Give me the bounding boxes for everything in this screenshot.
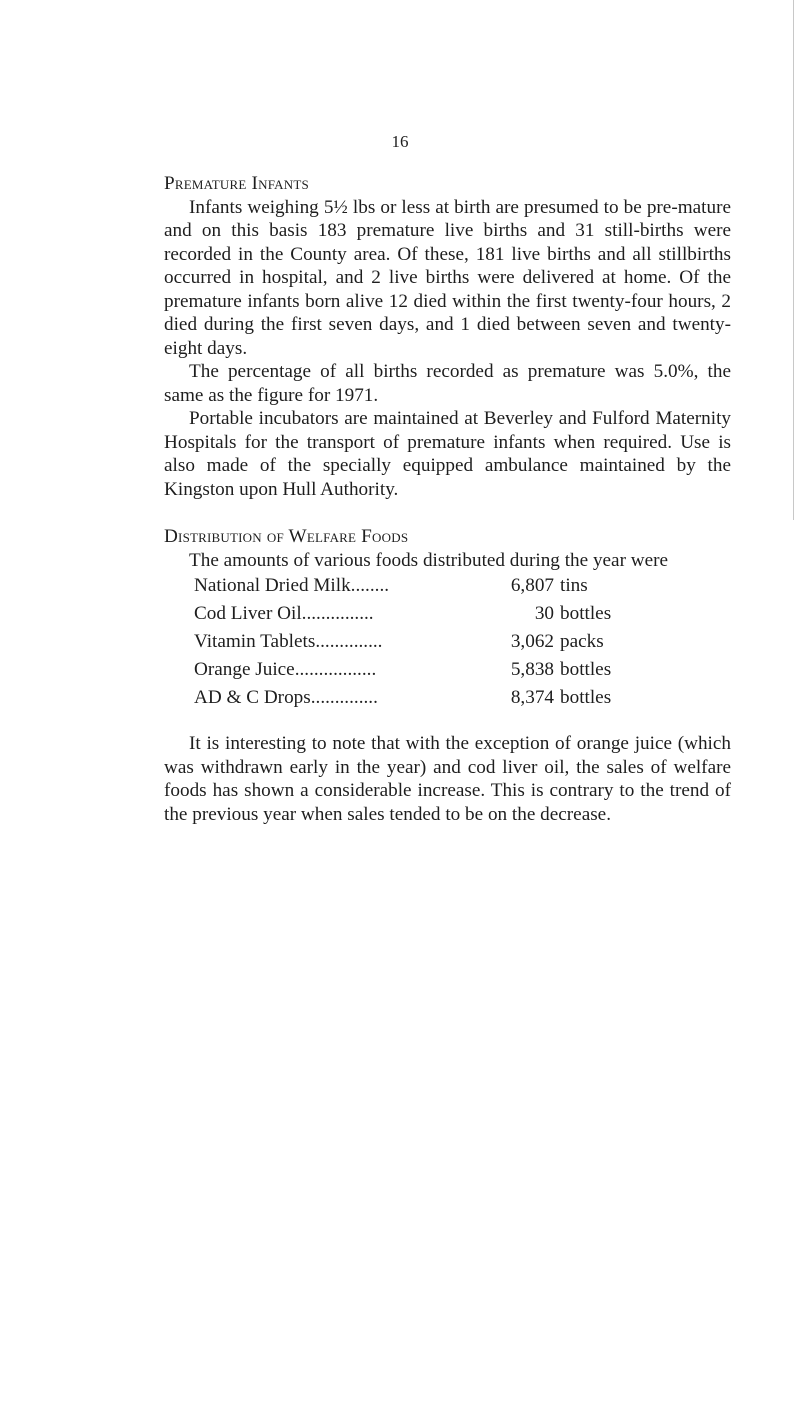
food-row	[194, 600, 639, 628]
paragraph-premature-3: Portable incubators are maintained at Beverley and Fulford Maternity Hospitals for the transport of premature infants when required. Use is also made of the specially equipped ambulance maintained by the Kingston upon Hull Authority.	[164, 408, 731, 500]
paragraph-premature-1: Infants weighing 5½ lbs or less at birth are presumed to be pre-mature and on this basis 183 premature live births and 31 still-births were recorded in the County area. Of these, 181 live births and all stillbirths occurred in hospital, and 2 live births were delivered at home. Of the premature infants born alive 12 died within the first twenty-four hours, 2 died during the first seven days, and 1 died between seven and twenty-eight days.	[164, 196, 731, 359]
section-heading-premature-infants: Premature Infants	[164, 173, 309, 194]
food-quantity: 8,374	[510, 687, 554, 708]
paragraph-premature-2: The percentage of all births recorded as premature was 5.0%, the same as the figure for 1971.	[164, 361, 731, 406]
section-heading-welfare-foods: Distribution of Welfare Foods	[164, 526, 409, 547]
food-quantity: 30	[534, 603, 554, 624]
food-quantity: 6,807	[510, 575, 554, 596]
page-edge-line	[793, 0, 794, 520]
food-row	[194, 572, 639, 600]
food-unit: packs	[560, 631, 604, 652]
food-row	[194, 656, 639, 684]
food-quantity: 3,062	[510, 631, 554, 652]
section-welfare-foods	[164, 525, 731, 826]
food-name: AD & C Drops..............	[194, 687, 378, 708]
food-name: Vitamin Tablets..............	[194, 631, 383, 652]
paragraph-welfare-intro: The amounts of various foods distributed during the year were	[189, 549, 669, 571]
document-content	[164, 172, 731, 826]
food-unit: bottles	[560, 603, 612, 624]
food-name: Orange Juice.................	[194, 659, 377, 680]
food-quantity: 5,838	[510, 659, 554, 680]
page-number: 16	[391, 132, 409, 151]
food-row	[194, 628, 639, 656]
food-unit: bottles	[560, 687, 612, 708]
food-name: Cod Liver Oil...............	[194, 603, 374, 624]
food-unit: tins	[560, 575, 588, 596]
section-premature-infants	[164, 172, 731, 501]
food-row	[194, 684, 639, 712]
food-unit: bottles	[560, 659, 612, 680]
paragraph-welfare-closing: It is interesting to note that with the exception of orange juice (which was withdrawn early in the year) and cod liver oil, the sales of welfare foods has shown a considerable increase. This is contrary to the trend of the previous year when sales tended to be on the decrease.	[164, 733, 731, 825]
food-name: National Dried Milk........	[194, 575, 390, 596]
welfare-foods-list	[194, 572, 639, 712]
